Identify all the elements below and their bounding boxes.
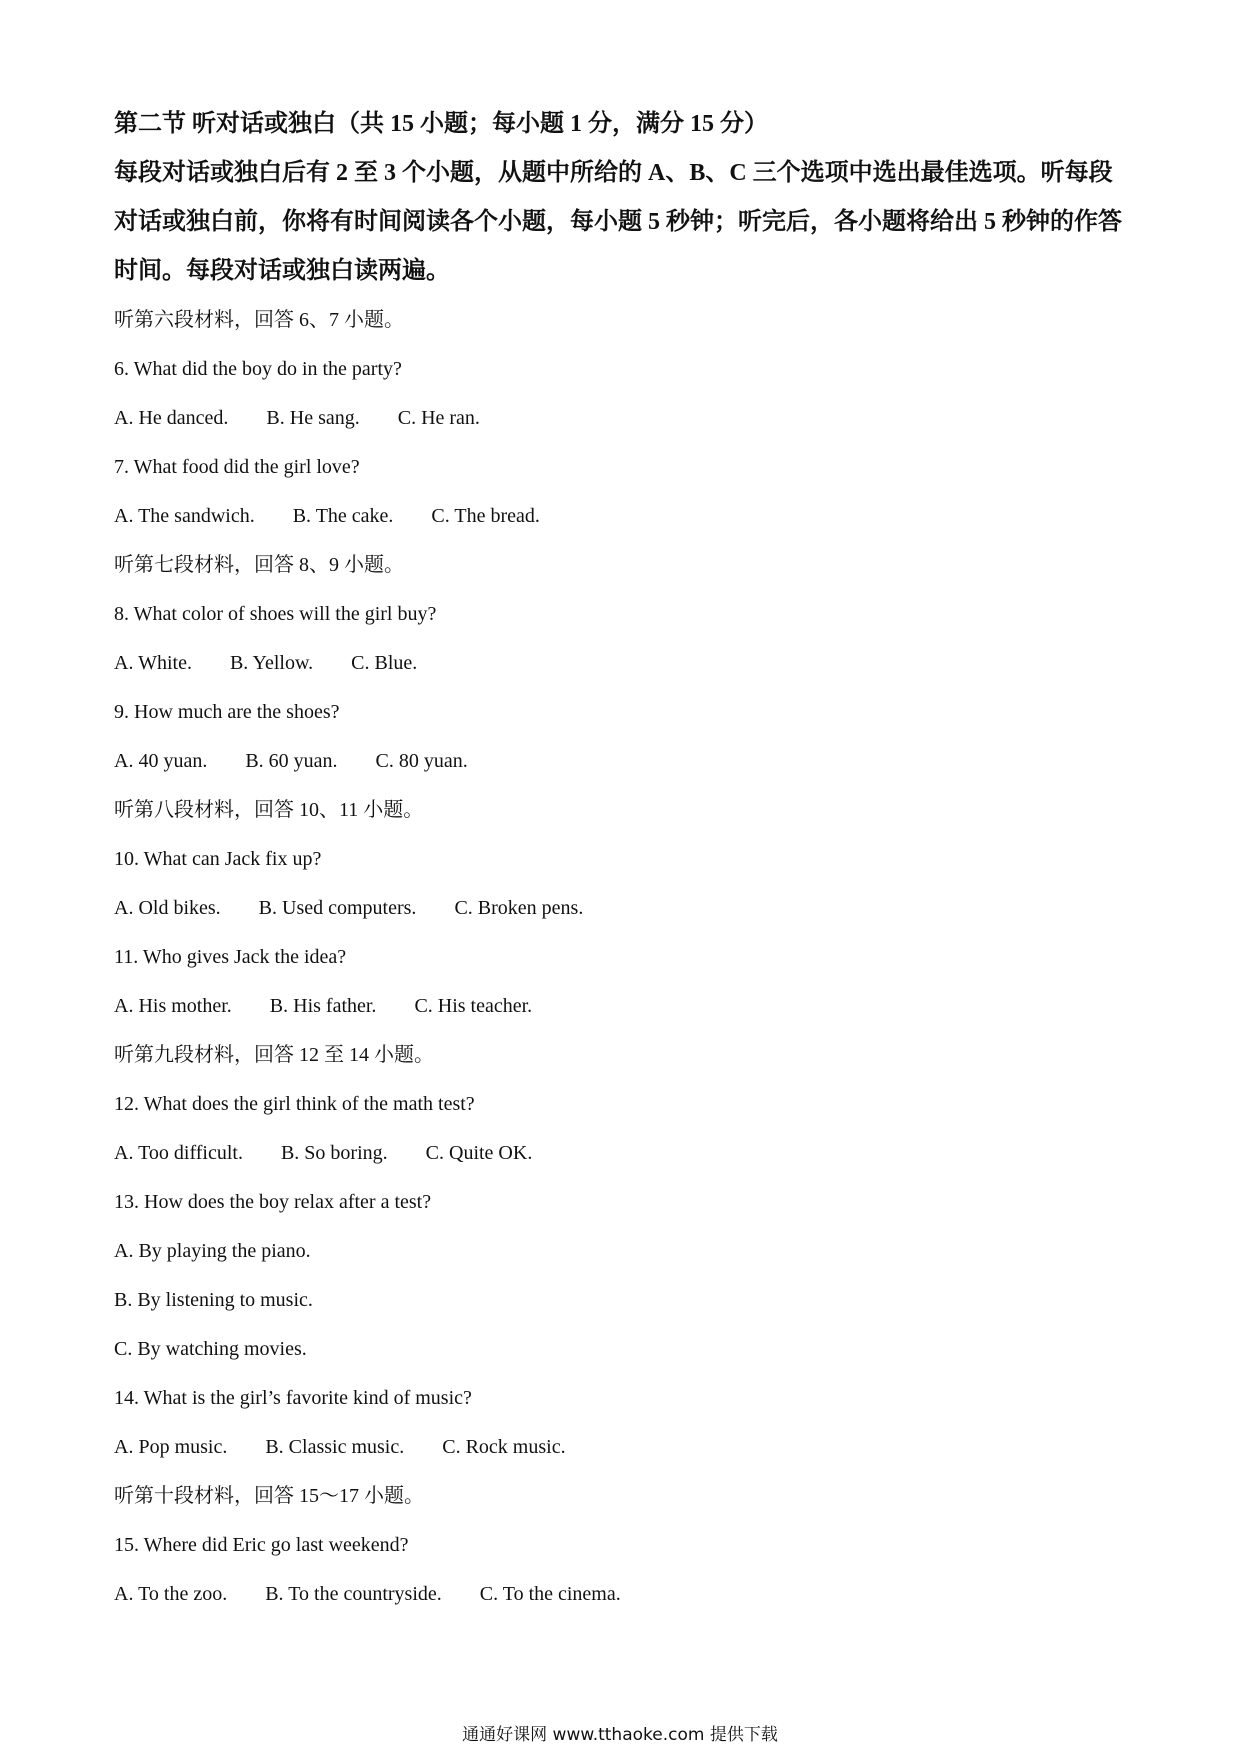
question-text: 6. What did the boy do in the party? [114,358,402,380]
answer-option: B. His father. [269,995,377,1017]
material-intro: 听第九段材料，回答 12 至 14 小题。 [114,1044,434,1066]
answer-option: C. Quite OK. [425,1142,533,1164]
material-intro: 听第六段材料，回答 6、7 小题。 [114,309,404,331]
question-text: 15. Where did Eric go last weekend? [114,1534,409,1556]
answer-option: A. He danced. [114,407,229,429]
answer-option: A. His mother. [114,995,232,1017]
options-row [114,1423,1124,1472]
material-intro: 听第十段材料，回答 15～17 小题。 [114,1485,424,1507]
answer-option: C. Blue. [351,652,418,674]
options-row [114,1570,1124,1619]
question-text: 14. What is the girl’s favorite kind of music? [114,1387,472,1409]
answer-option: C. 80 yuan. [375,750,468,772]
question-text: B. By listening to music. [114,1289,313,1311]
options-row [114,394,1124,443]
section-instructions: 每段对话或独白后有 2 至 3 个小题，从题中所给的 A、B、C 三个选项中选出最佳选项。听每段对话或独白前，你将有时间阅读各个小题，每小题 5 秒钟；听完后，各小题将给出 5 秒钟的作答时间。每段对话或独白读两遍。 [114,160,1122,284]
question-text: 12. What does the girl think of the math test? [114,1093,475,1115]
options-row [114,639,1124,688]
options-row [114,492,1124,541]
answer-option: A. Too difficult. [114,1142,243,1164]
footer-watermark: 通通好课网 www.tthaoke.com 提供下载 [462,1725,778,1745]
answer-option: B. So boring. [280,1142,388,1164]
options-row [114,982,1124,1031]
answer-option: A. Pop music. [114,1436,228,1458]
answer-option: A. Old bikes. [114,897,221,919]
answer-option: B. 60 yuan. [245,750,338,772]
question-text: 13. How does the boy relax after a test? [114,1191,432,1213]
answer-option: B. To the countryside. [265,1583,442,1605]
answer-option: A. White. [114,652,192,674]
options-row [114,737,1124,786]
question-text: 9. How much are the shoes? [114,701,340,723]
options-row [114,884,1124,933]
answer-option: C. His teacher. [414,995,533,1017]
answer-option: C. Broken pens. [454,897,584,919]
material-intro: 听第七段材料，回答 8、9 小题。 [114,554,404,576]
answer-option: B. He sang. [266,407,360,429]
question-text: 11. Who gives Jack the idea? [114,946,347,968]
answer-option: B. Classic music. [265,1436,405,1458]
answer-option: A. The sandwich. [114,505,255,527]
answer-option: A. To the zoo. [114,1583,228,1605]
question-list [114,296,1124,1619]
question-text: C. By watching movies. [114,1338,307,1360]
answer-option: C. He ran. [397,407,480,429]
answer-option: C. The bread. [431,505,540,527]
answer-option: C. Rock music. [442,1436,566,1458]
options-row [114,1129,1124,1178]
material-intro: 听第八段材料，回答 10、11 小题。 [114,799,424,821]
answer-option: B. The cake. [292,505,394,527]
question-text: 8. What color of shoes will the girl buy? [114,603,437,625]
section-content [114,100,1124,1619]
question-text: A. By playing the piano. [114,1240,311,1262]
answer-option: B. Used computers. [258,897,417,919]
question-text: 10. What can Jack fix up? [114,848,322,870]
answer-option: C. To the cinema. [479,1583,621,1605]
question-text: 7. What food did the girl love? [114,456,360,478]
answer-option: B. Yellow. [229,652,314,674]
section-title: 第二节 听对话或独白（共 15 小题；每小题 1 分，满分 15 分） [114,111,768,137]
answer-option: A. 40 yuan. [114,750,208,772]
